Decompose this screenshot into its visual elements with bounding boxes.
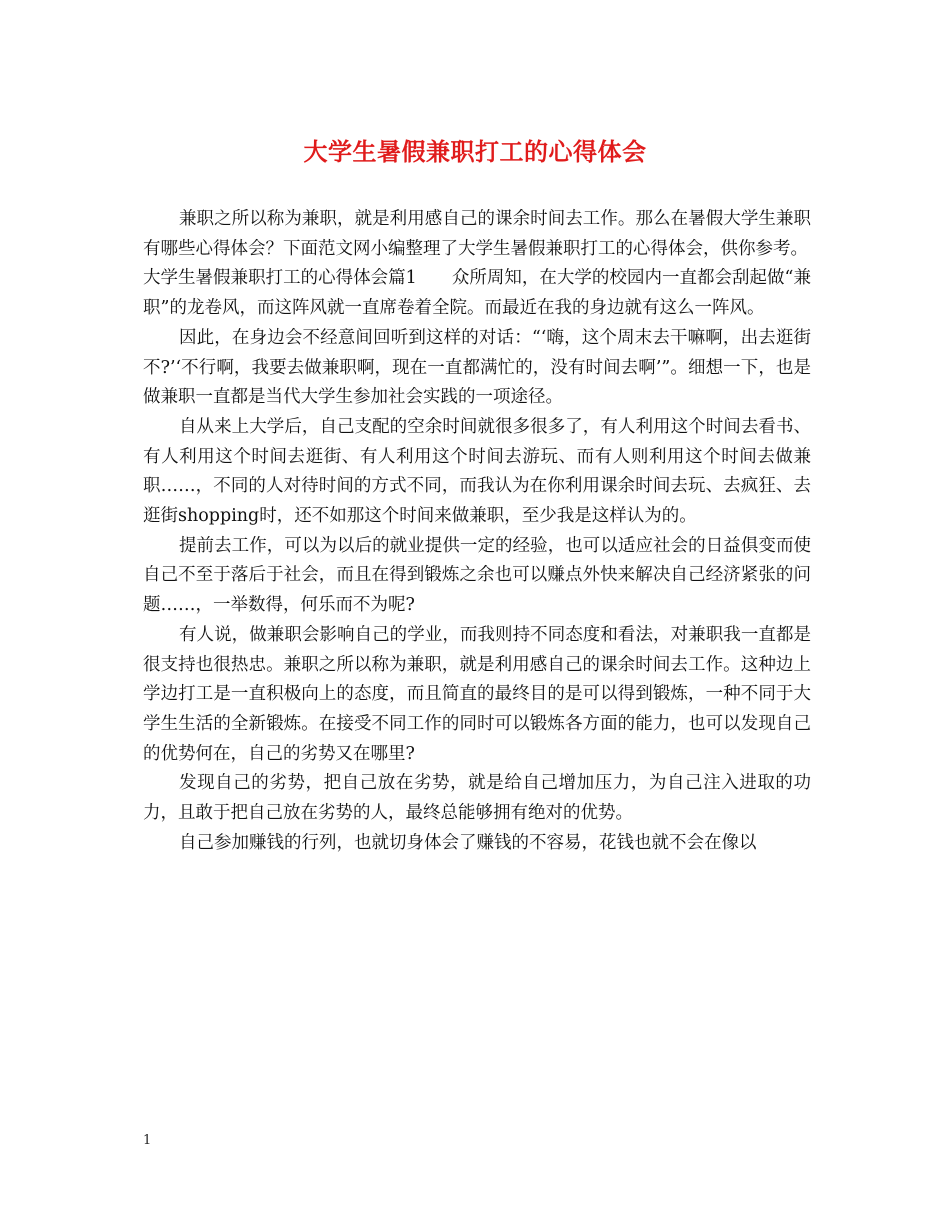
paragraph: 提前去工作，可以为以后的就业提供一定的经验，也可以适应社会的日益俱变而使自己不至于落后于社会，而且在得到锻炼之余也可以赚点外快来解决自己经济紧张的问题……，一举数得，何乐而不为呢?: [143, 535, 811, 616]
paragraph: 自己参加赚钱的行列，也就切身体会了赚钱的不容易，花钱也就不会在像以: [179, 832, 757, 853]
page-number: 1: [143, 1133, 152, 1148]
paragraph: 因此，在身边会不经意间回听到这样的对话：“‘嗨，这个周末去干嘛啊，出去逛街不?’‘不行啊，我要去做兼职啊，现在一直都满忙的，没有时间去啊’”。细想一下，也是做兼职一直都是当代大学生参加社会实践的一项途径。: [143, 327, 811, 408]
paragraph: 大学生暑假兼职打工的心得体会篇1 众所周知，在大学的校园内一直都会刮起做“兼职”的龙卷风，而这阵风就一直席卷着全院。而最近在我的身边就有这么一阵风。: [143, 268, 811, 319]
paragraph: 发现自己的劣势，把自己放在劣势，就是给自己增加压力，为自己注入进取的功力，且敢于把自己放在劣势的人，最终总能够拥有绝对的优势。: [143, 773, 811, 824]
document-body: [143, 205, 811, 858]
paragraph: 自从来上大学后，自己支配的空余时间就很多很多了，有人利用这个时间去看书、有人利用这个时间去逛街、有人利用这个时间去游玩、而有人则利用这个时间去做兼职……，不同的人对待时间的方式不同，而我认为在你利用课余时间去玩、去疯狂、去逛街shopping时，还不如那这个时间来做兼职，至少我是这样认为的。: [143, 416, 811, 527]
paragraph: 兼职之所以称为兼职，就是利用感自己的课余时间去工作。那么在暑假大学生兼职有哪些心得体会？下面范文网小编整理了大学生暑假兼职打工的心得体会，供你参考。: [143, 209, 811, 259]
paragraph: 有人说，做兼职会影响自己的学业，而我则持不同态度和看法，对兼职我一直都是很支持也很热忠。兼职之所以称为兼职，就是利用感自己的课余时间去工作。这种边上学边打工是一直积极向上的态度，而且简直的最终目的是可以得到锻炼，一种不同于大学生生活的全新锻炼。在接受不同工作的同时可以锻炼各方面的能力，也可以发现自己的优势何在，自己的劣势又在哪里?: [143, 624, 811, 764]
document-title: 大学生暑假兼职打工的心得体会: [303, 138, 647, 166]
